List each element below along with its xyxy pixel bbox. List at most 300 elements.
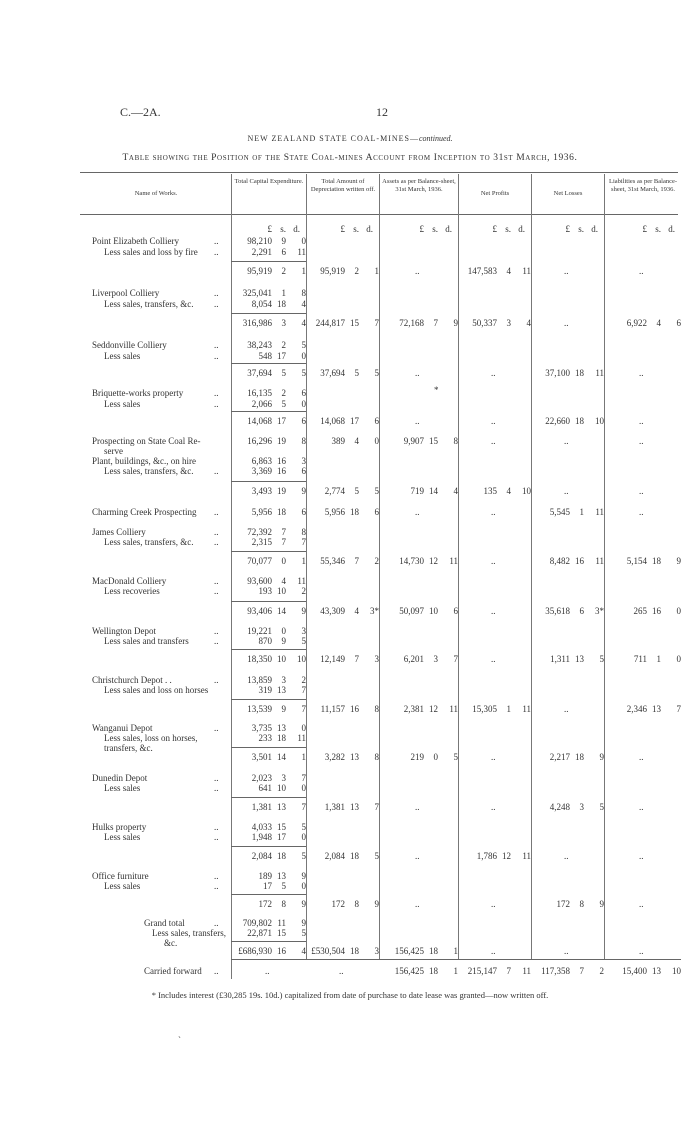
- shillings: 12: [429, 704, 438, 714]
- pounds: 5,956: [324, 507, 345, 517]
- pence: 3: [374, 946, 379, 956]
- pounds: 15,400: [622, 966, 647, 976]
- shillings: 18: [277, 507, 286, 517]
- pounds: 12,149: [320, 654, 345, 664]
- capital-amount: [218, 918, 306, 928]
- pounds: 70,077: [247, 556, 272, 566]
- capital-amount: [218, 236, 306, 246]
- col-header-assets: Assets as per Balance-sheet, 31st March, 1936.: [382, 178, 456, 193]
- pounds: 6,863: [251, 456, 272, 466]
- pounds: 641: [258, 783, 272, 793]
- shillings-unit: s.: [432, 224, 438, 234]
- row-subitem: Less sales, transfers, &c.: [104, 537, 194, 547]
- leader-dots: ..: [214, 388, 219, 398]
- pence: 8: [301, 527, 306, 537]
- pence: 3*: [370, 606, 379, 616]
- shillings: 10: [429, 606, 438, 616]
- shillings: 13: [652, 966, 661, 976]
- row-name: MacDonald Colliery: [92, 576, 167, 586]
- shillings: 7: [354, 654, 359, 664]
- shillings: 1: [281, 288, 286, 298]
- subtotal-rule: [231, 601, 306, 602]
- capital-amount: [218, 456, 306, 466]
- capital-amount: [218, 388, 306, 398]
- shillings: 16: [277, 466, 286, 476]
- column-divider: [604, 174, 605, 959]
- capital-amount: [218, 288, 306, 298]
- shillings: 7: [433, 318, 438, 328]
- shillings: 16: [575, 556, 584, 566]
- shillings: 18: [277, 733, 286, 743]
- row-subitem: Less sales, transfers, &c.: [104, 466, 194, 476]
- depreciation-amount: [291, 318, 379, 328]
- pounds: 4,033: [251, 822, 272, 832]
- pounds: £530,504: [311, 946, 345, 956]
- pence: 5: [301, 928, 306, 938]
- shillings-unit: s.: [655, 224, 661, 234]
- pounds: 172: [331, 899, 345, 909]
- liabilities-empty: ..: [639, 507, 644, 517]
- footnote: * Includes interest (£30,285 19s. 10d.) capitalized from date of purchase to date lease was granted—now written off.: [151, 990, 549, 1000]
- pounds: 3,501: [251, 752, 272, 762]
- profits-amount: [443, 704, 531, 714]
- shillings: 19: [277, 486, 286, 496]
- pence: 11: [449, 704, 458, 714]
- depreciation-amount: [291, 507, 379, 517]
- row-subitem: transfers, &c.: [104, 743, 153, 753]
- pence: 11: [595, 556, 604, 566]
- document-code: C.—2A.: [120, 105, 161, 119]
- liabilities-empty: ..: [639, 486, 644, 496]
- row-subitem: Less sales: [104, 881, 141, 891]
- pounds: 6,201: [403, 654, 424, 664]
- depreciation-amount: [291, 752, 379, 762]
- liabilities-empty: ..: [639, 436, 644, 446]
- capital-empty: ..: [265, 966, 270, 976]
- assets-empty: ..: [415, 851, 420, 861]
- pounds: 16,296: [247, 436, 272, 446]
- capital-amount: [218, 576, 306, 586]
- pence: 2: [301, 675, 306, 685]
- shillings: 15: [277, 822, 286, 832]
- pence: 10: [297, 654, 306, 664]
- shillings: 4: [354, 606, 359, 616]
- leader-dots: ..: [214, 832, 219, 842]
- shillings: 12: [502, 851, 511, 861]
- leader-dots: ..: [214, 586, 219, 596]
- shillings: 16: [277, 456, 286, 466]
- shillings: 2: [281, 388, 286, 398]
- pounds: 93,600: [247, 576, 272, 586]
- assets-empty: ..: [415, 266, 420, 276]
- profits-empty: ..: [491, 507, 496, 517]
- leader-dots: ..: [214, 537, 219, 547]
- asterisk-note: *: [434, 385, 439, 395]
- pounds: 2,346: [626, 704, 647, 714]
- pounds: 50,337: [472, 318, 497, 328]
- liabilities-amount: [593, 704, 681, 714]
- pence: 11: [297, 576, 306, 586]
- pence: 7: [301, 537, 306, 547]
- profits-empty: ..: [491, 899, 496, 909]
- row-name: Seddonville Colliery: [92, 340, 167, 350]
- pence: 2: [301, 586, 306, 596]
- shillings: 17: [277, 351, 286, 361]
- shillings: 3: [579, 802, 584, 812]
- losses-empty: ..: [564, 266, 569, 276]
- pounds: 2,084: [251, 851, 272, 861]
- shillings: 10: [277, 654, 286, 664]
- col-header-depreciation: Total Amount of Depreciation written off.: [310, 178, 376, 193]
- pounds: 215,147: [467, 966, 497, 976]
- pence: 11: [297, 733, 306, 743]
- shillings: 4: [281, 576, 286, 586]
- losses-amount: [516, 507, 604, 517]
- shillings: 5: [281, 881, 286, 891]
- pence: 7: [374, 802, 379, 812]
- pence: 1: [301, 266, 306, 276]
- shillings: 14: [277, 606, 286, 616]
- pence: 2: [599, 966, 604, 976]
- pounds: 389: [331, 436, 345, 446]
- row-name: Point Elizabeth Colliery: [92, 236, 179, 246]
- assets-amount: [370, 654, 458, 664]
- pence: 5: [374, 851, 379, 861]
- row-name: Wellington Depot: [92, 626, 157, 636]
- pounds: 719: [410, 486, 424, 496]
- profits-amount: [443, 486, 531, 496]
- pounds: 13,539: [247, 704, 272, 714]
- pounds: 3,369: [251, 466, 272, 476]
- pence: 7: [374, 318, 379, 328]
- currency-units: [469, 224, 525, 234]
- liabilities-empty: ..: [639, 802, 644, 812]
- pence: 6: [301, 466, 306, 476]
- shillings: 16: [277, 946, 286, 956]
- pence: 0: [301, 832, 306, 842]
- row-name: Hulks property: [92, 822, 147, 832]
- col-header-liabilities: Liabilities as per Balance-sheet, 31st March, 1936.: [608, 178, 678, 193]
- depreciation-amount: [291, 802, 379, 812]
- pence: 5: [301, 368, 306, 378]
- pence: 9: [301, 871, 306, 881]
- pounds: 35,618: [545, 606, 570, 616]
- capital-amount: [218, 733, 306, 743]
- shillings: 7: [579, 966, 584, 976]
- pounds: 37,694: [320, 368, 345, 378]
- assets-empty: ..: [415, 899, 420, 909]
- profits-empty: ..: [491, 946, 496, 956]
- shillings: 16: [350, 704, 359, 714]
- capital-amount: [218, 928, 306, 938]
- subtotal-rule: [231, 894, 306, 895]
- pence: 6: [453, 606, 458, 616]
- shillings: 5: [281, 368, 286, 378]
- pounds-unit: £: [340, 224, 345, 234]
- stray-mark: `: [178, 1035, 181, 1045]
- page-number: 12: [376, 105, 388, 119]
- pence: 7: [301, 704, 306, 714]
- currency-units: [619, 224, 675, 234]
- shillings: 4: [506, 486, 511, 496]
- pounds: 265: [633, 606, 647, 616]
- pounds: 2,381: [403, 704, 424, 714]
- shillings: 0: [433, 752, 438, 762]
- shillings: 18: [429, 966, 438, 976]
- pence: 0: [301, 723, 306, 733]
- pence: 11: [522, 704, 531, 714]
- capital-amount: [218, 832, 306, 842]
- shillings: 3: [281, 318, 286, 328]
- row-subitem: Less recoveries: [104, 586, 160, 596]
- leader-dots: ..: [214, 299, 219, 309]
- leader-dots: ..: [214, 527, 219, 537]
- shillings: 3: [281, 773, 286, 783]
- pence: 9: [453, 318, 458, 328]
- capital-amount: [218, 527, 306, 537]
- shillings: 11: [277, 918, 286, 928]
- pounds: 1,948: [251, 832, 272, 842]
- pence: 3*: [595, 606, 604, 616]
- row-name: Dunedin Depot: [92, 773, 148, 783]
- pence: 9: [301, 899, 306, 909]
- losses-amount: [516, 899, 604, 909]
- pence-unit: d.: [445, 224, 452, 234]
- capital-amount: [218, 247, 306, 257]
- shillings: 18: [350, 507, 359, 517]
- pence: 1: [301, 752, 306, 762]
- pence: 0: [301, 351, 306, 361]
- pence: 8: [453, 436, 458, 446]
- shillings: 18: [575, 416, 584, 426]
- pounds: 6,922: [626, 318, 647, 328]
- pence: 5: [301, 636, 306, 646]
- title-continued: continued.: [418, 134, 453, 143]
- shillings-unit: s.: [353, 224, 359, 234]
- assets-empty: ..: [415, 416, 420, 426]
- subtotal-rule: [231, 411, 306, 412]
- pounds: 14,068: [320, 416, 345, 426]
- row-subitem: Less sales: [104, 351, 141, 361]
- shillings: 8: [281, 899, 286, 909]
- shillings: 19: [277, 436, 286, 446]
- pence: 5: [374, 368, 379, 378]
- pence: 7: [301, 773, 306, 783]
- capital-amount: [218, 351, 306, 361]
- document-title: [0, 134, 700, 143]
- profits-empty: ..: [491, 606, 496, 616]
- pence: 4: [301, 299, 306, 309]
- subtotal-rule: [231, 797, 306, 798]
- col-header-name: Name of Works.: [134, 190, 178, 197]
- profits-amount: [443, 851, 531, 861]
- pence: 9: [301, 486, 306, 496]
- assets-amount: [370, 752, 458, 762]
- losses-amount: [516, 606, 604, 616]
- pence: 5: [599, 802, 604, 812]
- losses-empty: ..: [564, 436, 569, 446]
- shillings: 2: [281, 340, 286, 350]
- shillings: 17: [277, 416, 286, 426]
- pounds: 50,097: [399, 606, 424, 616]
- subtotal-rule: [231, 313, 306, 314]
- depreciation-empty: ..: [339, 966, 344, 976]
- subtotal-rule: [231, 649, 306, 650]
- pence: 7: [301, 685, 306, 695]
- row-name: Plant, buildings, &c., on hire: [92, 456, 196, 466]
- assets-amount: [370, 946, 458, 956]
- table-caption: Table showing the Position of the State Coal-mines Account from Inception to 31st March, 1936.: [122, 153, 578, 163]
- pounds: 233: [258, 733, 272, 743]
- pounds: 37,100: [545, 368, 570, 378]
- row-subitem: Less sales: [104, 399, 141, 409]
- pounds: 3,282: [324, 752, 345, 762]
- subtotal-rule: [231, 363, 306, 364]
- shillings: 5: [354, 368, 359, 378]
- shillings: 0: [281, 626, 286, 636]
- leader-dots: ..: [214, 871, 219, 881]
- liabilities-amount: [593, 966, 681, 976]
- pence: 7: [676, 704, 681, 714]
- pence: 8: [374, 704, 379, 714]
- currency-units: [317, 224, 373, 234]
- pounds: 18,350: [247, 654, 272, 664]
- shillings: 4: [354, 436, 359, 446]
- capital-amount: [218, 586, 306, 596]
- capital-amount: [218, 871, 306, 881]
- depreciation-amount: [291, 946, 379, 956]
- shillings: 15: [429, 436, 438, 446]
- shillings: 0: [281, 556, 286, 566]
- shillings: 10: [277, 586, 286, 596]
- shillings: 9: [281, 636, 286, 646]
- pounds: 37,694: [247, 368, 272, 378]
- depreciation-amount: [291, 368, 379, 378]
- pence: 11: [595, 368, 604, 378]
- pounds: 13,859: [247, 675, 272, 685]
- liabilities-amount: [593, 556, 681, 566]
- pence: 9: [301, 918, 306, 928]
- pounds: 3,735: [251, 723, 272, 733]
- title-main: NEW ZEALAND STATE COAL-MINES—: [247, 134, 419, 143]
- leader-dots: ..: [214, 236, 219, 246]
- pounds-unit: £: [492, 224, 497, 234]
- pence-unit: d.: [668, 224, 675, 234]
- shillings: 2: [354, 266, 359, 276]
- pounds: 2,291: [251, 247, 272, 257]
- shillings: 7: [354, 556, 359, 566]
- pounds: 711: [633, 654, 647, 664]
- pounds: 1,381: [324, 802, 345, 812]
- losses-empty: ..: [564, 318, 569, 328]
- leader-dots: ..: [214, 773, 219, 783]
- pence: 4: [301, 318, 306, 328]
- pounds: 17: [263, 881, 272, 891]
- shillings: 7: [506, 966, 511, 976]
- row-subitem: Less sales and transfers: [104, 636, 189, 646]
- pence: 0: [301, 399, 306, 409]
- pence: 10: [522, 486, 531, 496]
- row-subitem: Less sales: [104, 832, 141, 842]
- shillings: 9: [281, 236, 286, 246]
- leader-dots: ..: [214, 247, 219, 257]
- shillings: 12: [429, 556, 438, 566]
- pence-unit: d.: [591, 224, 598, 234]
- pence: 4: [453, 486, 458, 496]
- shillings: 18: [350, 946, 359, 956]
- pence-unit: d.: [293, 224, 300, 234]
- pence: 1: [453, 946, 458, 956]
- total-rule: [231, 959, 681, 960]
- pence: 6: [374, 507, 379, 517]
- pence: 5: [599, 654, 604, 664]
- pounds: 5,956: [251, 507, 272, 517]
- pounds: 14,068: [247, 416, 272, 426]
- pounds: 8,482: [549, 556, 570, 566]
- column-divider: [531, 174, 532, 959]
- pence: 11: [522, 851, 531, 861]
- pounds: 22,660: [545, 416, 570, 426]
- pence: 9: [599, 899, 604, 909]
- subtotal-rule: [231, 261, 306, 262]
- losses-empty: ..: [564, 486, 569, 496]
- leader-dots: ..: [214, 340, 219, 350]
- subtotal-rule: [231, 846, 306, 847]
- capital-amount: [218, 299, 306, 309]
- pence: 8: [301, 436, 306, 446]
- assets-amount: [370, 606, 458, 616]
- leader-dots: ..: [214, 822, 219, 832]
- col-header-capital: Total Capital Expenditure.: [234, 178, 304, 185]
- pence: 0: [301, 236, 306, 246]
- shillings: 18: [350, 851, 359, 861]
- pounds: 95,919: [320, 266, 345, 276]
- profits-amount: [443, 318, 531, 328]
- pounds: 72,392: [247, 527, 272, 537]
- row-subitem: Grand total: [144, 918, 185, 928]
- pence: 4: [526, 318, 531, 328]
- capital-amount: [218, 773, 306, 783]
- pounds: 4,248: [549, 802, 570, 812]
- row-name: Briquette-works property: [92, 388, 184, 398]
- pence: 10: [672, 966, 681, 976]
- profits-empty: ..: [491, 654, 496, 664]
- subtotal-rule: [231, 551, 306, 552]
- pounds: 117,358: [541, 966, 570, 976]
- row-subitem: Less sales, transfers, &c.: [104, 299, 194, 309]
- subtotal-rule: [231, 747, 306, 748]
- liabilities-amount: [593, 318, 681, 328]
- leader-dots: ..: [214, 636, 219, 646]
- shillings: 18: [575, 368, 584, 378]
- row-name: Prospecting on State Coal Re-: [92, 436, 201, 446]
- pounds: 1,381: [251, 802, 272, 812]
- row-subitem: Less sales, transfers,: [152, 928, 226, 938]
- profits-amount: [443, 266, 531, 276]
- capital-amount: [218, 399, 306, 409]
- liabilities-empty: ..: [639, 266, 644, 276]
- losses-amount: [516, 966, 604, 976]
- depreciation-amount: [291, 266, 379, 276]
- shillings: 13: [575, 654, 584, 664]
- column-divider: [379, 174, 380, 959]
- pounds: 172: [258, 899, 272, 909]
- losses-amount: [516, 368, 604, 378]
- pounds: 147,583: [467, 266, 497, 276]
- losses-amount: [516, 654, 604, 664]
- column-divider: [306, 174, 307, 959]
- row-name: Charming Creek Prospecting: [92, 507, 197, 517]
